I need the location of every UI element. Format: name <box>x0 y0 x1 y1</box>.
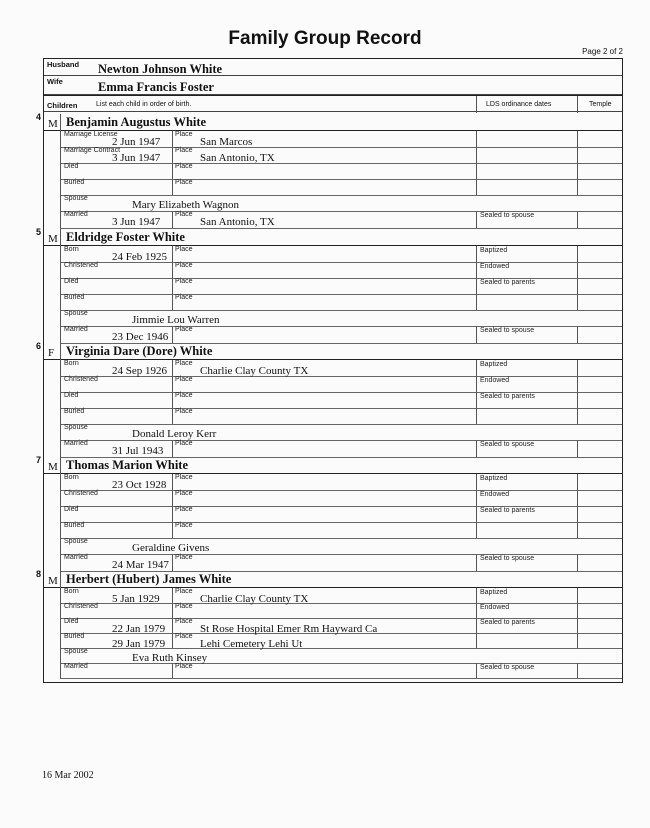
temple-divider <box>577 506 578 522</box>
place-label: Place <box>175 490 193 497</box>
temple-divider <box>577 211 578 228</box>
spouse-name: Mary Elizabeth Wagnon <box>132 199 240 211</box>
contract-label: Marriage Contract <box>64 147 121 154</box>
lds-divider <box>476 326 477 343</box>
child-name: Herbert (Hubert) James White <box>66 572 232 586</box>
born-place: Charlie Clay County TX <box>200 593 309 605</box>
child-row-born <box>60 360 622 377</box>
died-label: Died <box>64 506 79 513</box>
sex-divider <box>60 343 61 359</box>
child-left-divider <box>60 587 61 678</box>
lds-ordinance-label: Sealed to spouse <box>480 664 535 671</box>
child-block-5 <box>36 227 622 344</box>
child-row-buried <box>60 179 622 196</box>
child-row-license <box>60 131 622 148</box>
temple-divider <box>577 603 578 618</box>
temple-divider <box>577 490 578 506</box>
lds-ordinance-label: Sealed to spouse <box>480 441 535 448</box>
husband-name: Newton Johnson White <box>98 62 223 76</box>
place-label: Place <box>175 408 193 415</box>
christened-label: Christened <box>64 262 98 269</box>
lds-ordinance-label: Sealed to parents <box>480 279 535 286</box>
child-row-died <box>60 506 622 523</box>
temple-divider <box>577 179 578 195</box>
place-divider <box>172 633 173 648</box>
child-row-died <box>60 618 622 634</box>
child-block-4 <box>36 112 622 229</box>
child-sex: M <box>48 575 58 587</box>
place-divider <box>172 603 173 618</box>
place-label: Place <box>175 474 193 481</box>
spouse-name: Jimmie Lou Warren <box>132 314 220 326</box>
child-number: 7 <box>36 455 42 465</box>
lds-ordinance-label: Baptized <box>480 589 508 596</box>
child-row-married <box>60 554 622 572</box>
place-label: Place <box>175 392 193 399</box>
child-row-christened <box>60 376 622 393</box>
place-label: Place <box>175 522 193 529</box>
spouse-name: Geraldine Givens <box>132 542 210 554</box>
temple-divider <box>577 278 578 294</box>
lds-divider <box>476 554 477 571</box>
lds-ordinance-label: Sealed to parents <box>480 393 535 400</box>
temple-divider <box>577 131 578 147</box>
spouse-label: Spouse <box>64 424 88 431</box>
lds-ordinance-label: Sealed to parents <box>480 507 535 514</box>
lds-divider <box>476 588 477 603</box>
child-row-christened <box>60 603 622 619</box>
contract-place: San Antonio, TX <box>200 152 275 164</box>
child-row-spouse <box>60 195 622 212</box>
spouse-label: Spouse <box>64 195 88 202</box>
married-date: 31 Jul 1943 <box>112 445 164 457</box>
child-row-died <box>60 392 622 409</box>
child-row-born <box>60 246 622 263</box>
child-number: 8 <box>36 569 42 579</box>
place-divider <box>172 522 173 538</box>
christened-label: Christened <box>64 603 98 610</box>
temple-divider <box>577 663 578 678</box>
born-label: Born <box>64 246 79 253</box>
place-label: Place <box>175 211 193 218</box>
temple-divider <box>577 262 578 278</box>
place-label: Place <box>175 588 193 595</box>
child-row-buried <box>60 408 622 425</box>
died-date: 22 Jan 1979 <box>112 623 166 635</box>
married-date: 23 Dec 1946 <box>112 331 169 343</box>
place-divider <box>172 408 173 424</box>
child-row-buried <box>60 522 622 539</box>
christened-label: Christened <box>64 376 98 383</box>
children-label: Children <box>47 101 78 110</box>
lds-divider <box>476 211 477 228</box>
place-divider <box>172 554 173 571</box>
buried-label: Buried <box>64 633 85 640</box>
place-label: Place <box>175 618 193 625</box>
buried-label: Buried <box>64 179 85 186</box>
place-label: Place <box>175 663 193 670</box>
husband-label: Husband <box>47 60 80 69</box>
child-left-divider <box>60 473 61 571</box>
child-left-divider <box>60 130 61 228</box>
place-label: Place <box>175 147 193 154</box>
born-label: Born <box>64 360 79 367</box>
child-row-christened <box>60 490 622 507</box>
lds-divider <box>476 376 477 392</box>
place-divider <box>172 262 173 278</box>
lds-divider <box>476 131 477 147</box>
lds-ordinance-label: Endowed <box>480 491 510 498</box>
lds-divider <box>476 440 477 457</box>
place-label: Place <box>175 633 193 640</box>
lds-ordinance-label: Sealed to spouse <box>480 327 535 334</box>
died-label: Died <box>64 163 79 170</box>
place-label: Place <box>175 262 193 269</box>
child-block-7 <box>36 455 622 572</box>
child-number: 6 <box>36 341 42 351</box>
child-row-married <box>60 663 622 679</box>
child-row-spouse <box>60 538 622 555</box>
temple-divider <box>577 440 578 457</box>
place-divider <box>172 294 173 310</box>
place-label: Place <box>175 326 193 333</box>
child-number: 5 <box>36 227 42 237</box>
temple-header: Temple <box>589 101 612 108</box>
lds-divider <box>476 294 477 310</box>
contract-date: 3 Jun 1947 <box>112 152 161 164</box>
child-name: Eldridge Foster White <box>66 230 185 244</box>
wife-name: Emma Francis Foster <box>98 80 214 94</box>
lds-ordinance-label: Sealed to spouse <box>480 555 535 562</box>
place-divider <box>172 440 173 457</box>
temple-divider <box>577 360 578 376</box>
license-label: Marriage License <box>64 131 118 138</box>
lds-divider <box>476 163 477 179</box>
lds-ordinance-label: Sealed to parents <box>480 619 535 626</box>
married-label: Married <box>64 440 88 447</box>
lds-ordinance-label: Baptized <box>480 247 508 254</box>
married-label: Married <box>64 211 88 218</box>
child-row-spouse <box>60 424 622 441</box>
lds-ordinance-label: Endowed <box>480 604 510 611</box>
place-divider <box>172 490 173 506</box>
page-number: Page 2 of 2 <box>582 47 623 56</box>
lds-ordinance-label: Endowed <box>480 263 510 270</box>
temple-divider <box>577 618 578 633</box>
spouse-name: Donald Leroy Kerr <box>132 428 217 440</box>
place-label: Place <box>175 376 193 383</box>
place-label: Place <box>175 246 193 253</box>
license-place: San Marcos <box>200 136 253 148</box>
page-title: Family Group Record <box>228 28 422 49</box>
married-label: Married <box>64 554 88 561</box>
lds-divider <box>476 262 477 278</box>
place-divider <box>172 326 173 343</box>
child-number: 4 <box>36 112 42 122</box>
place-label: Place <box>175 360 193 367</box>
born-date: 23 Oct 1928 <box>112 479 167 491</box>
sex-divider <box>60 571 61 587</box>
child-left-divider <box>60 359 61 457</box>
place-divider <box>172 360 173 376</box>
child-row-christened <box>60 262 622 279</box>
child-name: Benjamin Augustus White <box>66 115 207 129</box>
place-divider <box>172 147 173 163</box>
license-date: 2 Jun 1947 <box>112 136 161 148</box>
place-divider <box>172 392 173 408</box>
lds-divider <box>476 603 477 618</box>
child-row-married <box>60 440 622 458</box>
born-date: 24 Feb 1925 <box>112 251 167 263</box>
child-block-8 <box>36 569 622 686</box>
lds-divider <box>476 490 477 506</box>
children-header <box>44 95 622 112</box>
temple-divider <box>577 376 578 392</box>
wife-row <box>44 76 622 95</box>
temple-divider <box>577 474 578 490</box>
child-block-6 <box>36 341 622 458</box>
christened-label: Christened <box>64 490 98 497</box>
place-label: Place <box>175 278 193 285</box>
temple-divider <box>577 408 578 424</box>
temple-divider <box>577 147 578 163</box>
temple-divider <box>577 554 578 571</box>
lds-divider <box>476 408 477 424</box>
child-sex: F <box>48 347 55 359</box>
lds-divider <box>476 278 477 294</box>
lds-divider <box>476 392 477 408</box>
died-label: Died <box>64 618 79 625</box>
temple-divider <box>577 163 578 179</box>
place-divider <box>172 278 173 294</box>
sex-divider <box>60 457 61 473</box>
married-label: Married <box>64 326 88 333</box>
died-place: St Rose Hospital Emer Rm Hayward Ca <box>200 623 378 635</box>
sex-divider <box>60 114 61 130</box>
child-row-spouse <box>60 648 622 664</box>
lds-ordinance-label: Sealed to spouse <box>480 212 535 219</box>
place-label: Place <box>175 506 193 513</box>
born-label: Born <box>64 588 79 595</box>
place-divider <box>172 131 173 147</box>
place-label: Place <box>175 603 193 610</box>
married-label: Married <box>64 663 88 670</box>
lds-ordinance-label: Baptized <box>480 475 508 482</box>
child-row-died <box>60 163 622 180</box>
child-left-divider <box>60 245 61 343</box>
lds-divider <box>476 618 477 633</box>
place-label: Place <box>175 163 193 170</box>
temple-divider <box>577 588 578 603</box>
died-label: Died <box>64 392 79 399</box>
lds-divider <box>476 360 477 376</box>
place-label: Place <box>175 179 193 186</box>
place-label: Place <box>175 554 193 561</box>
place-divider <box>172 179 173 195</box>
place-divider <box>172 163 173 179</box>
lds-ordinance-label: Baptized <box>480 361 508 368</box>
place-divider <box>172 474 173 490</box>
born-date: 24 Sep 1926 <box>112 365 167 377</box>
child-row-married <box>60 326 622 344</box>
spouse-label: Spouse <box>64 648 88 655</box>
buried-date: 29 Jan 1979 <box>112 638 166 650</box>
married-place: San Antonio, TX <box>200 216 275 228</box>
place-divider <box>172 618 173 633</box>
children-note: List each child in order of birth. <box>96 101 192 108</box>
born-date: 5 Jan 1929 <box>112 593 160 605</box>
spouse-label: Spouse <box>64 310 88 317</box>
place-label: Place <box>175 440 193 447</box>
place-divider <box>172 211 173 228</box>
child-row-died <box>60 278 622 295</box>
born-label: Born <box>64 474 79 481</box>
lds-divider <box>476 633 477 648</box>
child-sex: M <box>48 233 58 245</box>
child-row-contract <box>60 147 622 164</box>
lds-divider <box>476 246 477 262</box>
temple-divider <box>577 294 578 310</box>
place-label: Place <box>175 294 193 301</box>
child-row-spouse <box>60 310 622 327</box>
lds-divider <box>476 474 477 490</box>
child-row-buried <box>60 633 622 649</box>
buried-place: Lehi Cemetery Lehi Ut <box>200 638 303 650</box>
buried-label: Buried <box>64 408 85 415</box>
sex-divider <box>60 229 61 245</box>
lds-divider <box>476 663 477 678</box>
married-date: 24 Mar 1947 <box>112 559 169 571</box>
lds-header: LDS ordinance dates <box>486 101 552 108</box>
spouse-label: Spouse <box>64 538 88 545</box>
place-divider <box>172 376 173 392</box>
born-place: Charlie Clay County TX <box>200 365 309 377</box>
lds-divider <box>476 179 477 195</box>
place-divider <box>172 246 173 262</box>
husband-row <box>44 59 622 76</box>
child-row-born <box>60 588 622 604</box>
child-row-buried <box>60 294 622 311</box>
place-label: Place <box>175 131 193 138</box>
place-divider <box>172 588 173 603</box>
child-name: Thomas Marion White <box>66 458 188 472</box>
lds-divider <box>476 522 477 538</box>
died-label: Died <box>64 278 79 285</box>
child-sex: M <box>48 118 58 130</box>
lds-divider <box>476 506 477 522</box>
temple-divider <box>577 633 578 648</box>
buried-label: Buried <box>64 294 85 301</box>
temple-divider <box>577 326 578 343</box>
child-row-married <box>60 211 622 229</box>
married-date: 3 Jun 1947 <box>112 216 161 228</box>
footer-date: 16 Mar 2002 <box>42 770 94 781</box>
lds-ordinance-label: Endowed <box>480 377 510 384</box>
temple-divider <box>577 392 578 408</box>
lds-divider <box>476 147 477 163</box>
place-divider <box>172 663 173 678</box>
buried-label: Buried <box>64 522 85 529</box>
child-row-born <box>60 474 622 491</box>
child-sex: M <box>48 461 58 473</box>
child-name: Virginia Dare (Dore) White <box>66 344 213 358</box>
temple-divider <box>577 246 578 262</box>
temple-divider <box>577 522 578 538</box>
place-divider <box>172 506 173 522</box>
spouse-name: Eva Ruth Kinsey <box>132 652 208 664</box>
wife-label: Wife <box>47 77 63 86</box>
record-form <box>36 58 623 683</box>
